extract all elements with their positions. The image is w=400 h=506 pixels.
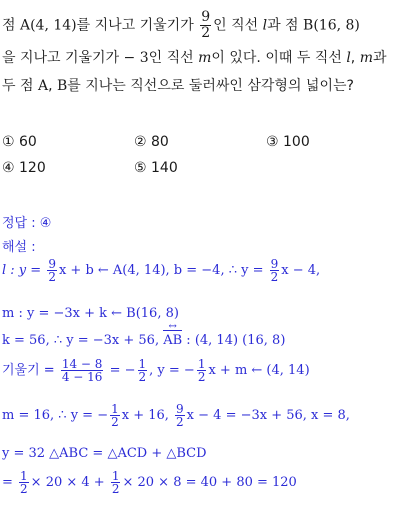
option-1[interactable]: ① 60 — [2, 134, 37, 150]
question-line-2: 을 지나고 기울기가 − 3인 직선 m이 있다. 이때 두 직선 l, m과 — [2, 50, 387, 66]
solution-line-5: m = 16, ∴ y = − $\frac{1}{2}$ x + 16, $\frac{9}{2}$ x − 4 = −3x + 56, x = 8, — [2, 402, 350, 429]
answer-label: 정답 : ④ — [2, 216, 52, 231]
explanation-label: 해설 : — [2, 240, 36, 255]
question-line-3: 두 점 A, B를 지나는 직선으로 둘러싸인 삼각형의 넓이는? — [2, 78, 354, 94]
solution-line-6: y = 32 △ABC = △ACD + △BCD — [2, 446, 207, 461]
line-ab-symbol: AB ↔ — [163, 333, 182, 348]
option-5[interactable]: ⑤ 140 — [134, 160, 178, 176]
question-line-1: 점 A(4, 14)를 지나고 기울기가 $\frac{9}{2}$ 인 직선 l과 점 B(16, 8) — [2, 9, 360, 41]
option-4[interactable]: ④ 120 — [2, 160, 46, 176]
solution-line-4: 기울기 = $\frac{14 - 8}{4 - 16}$ = − $\frac{1}{2}$ , y = − $\frac{1}{2}$ x + m ← (4, 14) — [2, 357, 310, 384]
option-2[interactable]: ② 80 — [134, 134, 169, 150]
solution-line-7: = $\frac{1}{2}$ × 20 × 4 + $\frac{1}{2}$ × 20 × 8 = 40 + 80 = 120 — [2, 469, 297, 496]
fraction: $\frac{9}{2}$ — [201, 9, 211, 41]
solution-line-3: k = 56, ∴ y = −3x + 56, AB ↔ : (4, 14) (16, 8) — [2, 333, 285, 348]
option-3[interactable]: ③ 100 — [266, 134, 310, 150]
solution-line-2: m : y = −3x + k ← B(16, 8) — [2, 306, 179, 321]
solution-line-1: l : y = $\frac{9}{2}$ x + b ← A(4, 14), b = −4, ∴ y = $\frac{9}{2}$ x − 4, — [2, 257, 321, 284]
